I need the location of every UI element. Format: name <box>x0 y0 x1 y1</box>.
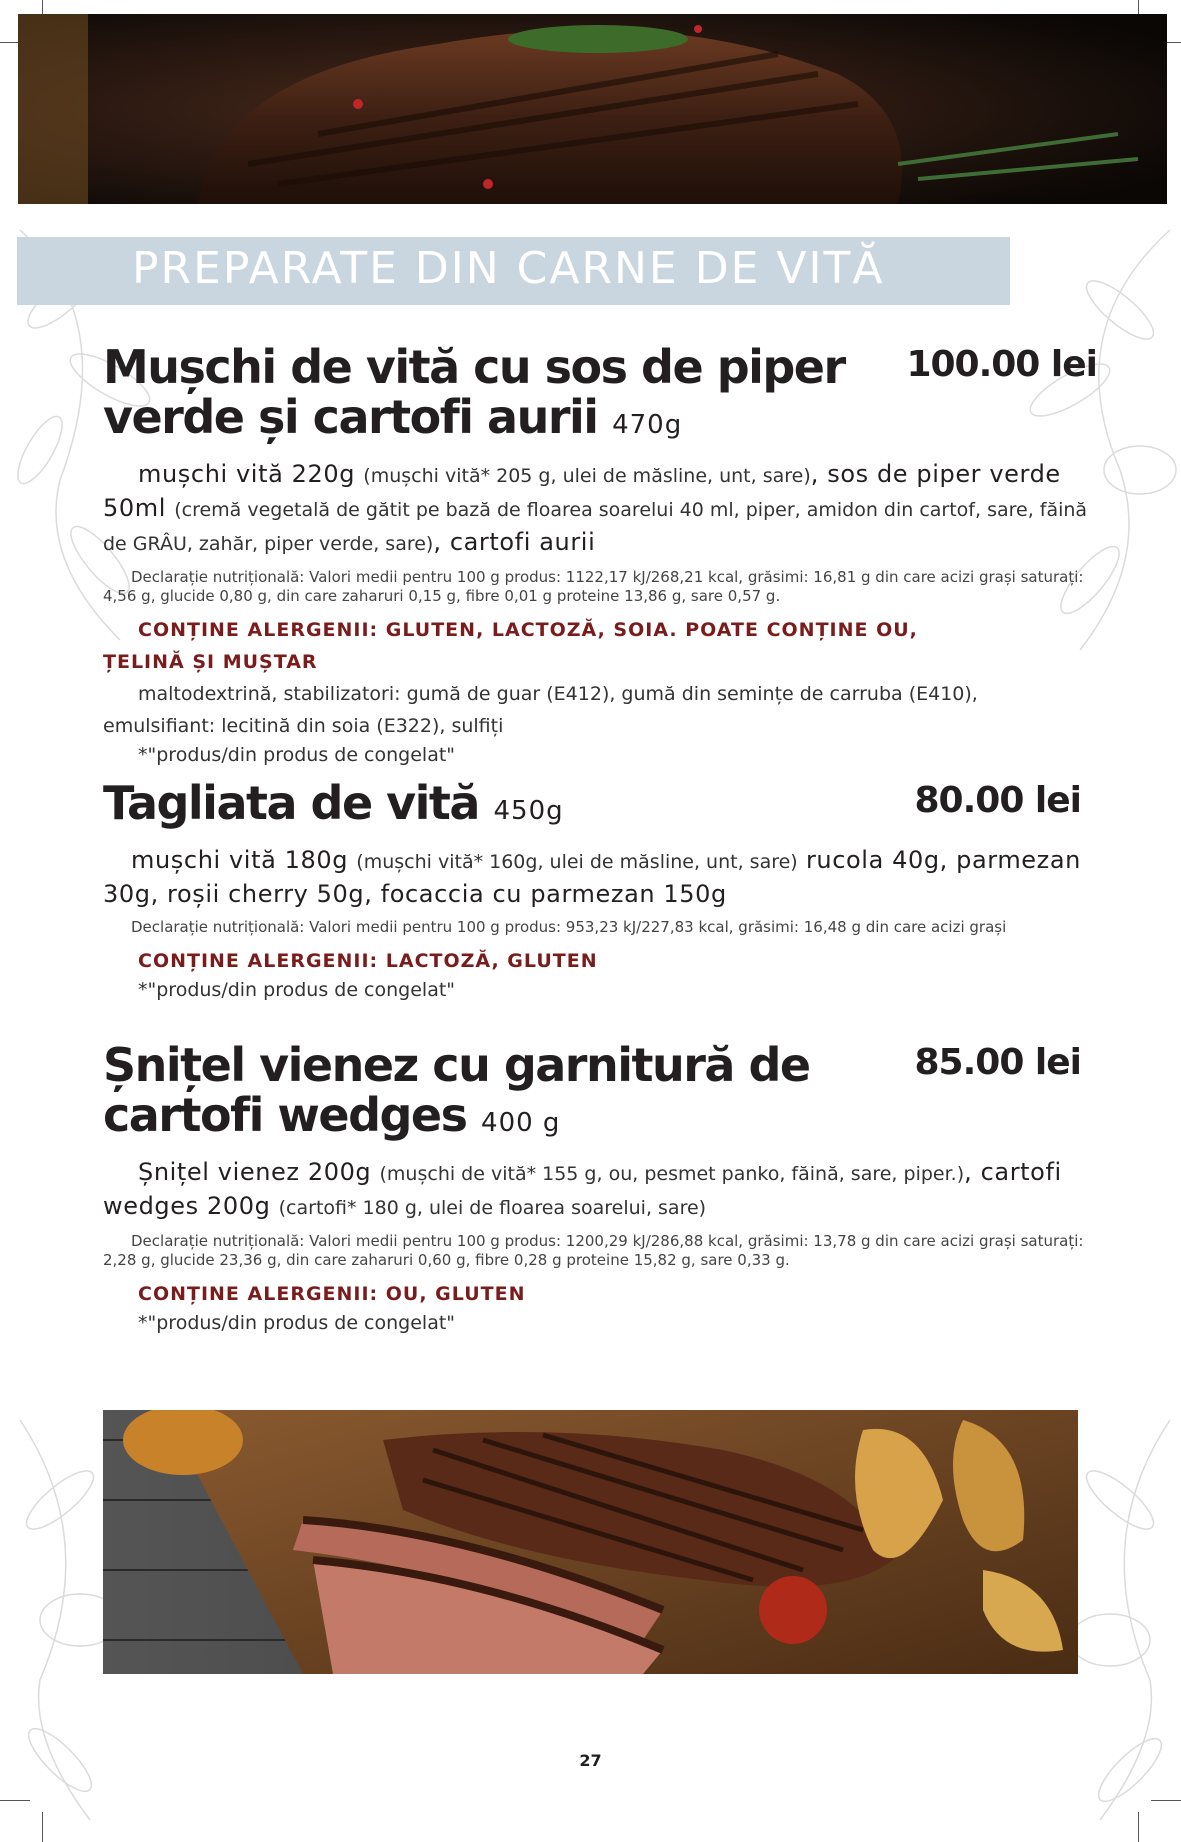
dish-name: Tagliata de vită 450g <box>103 776 564 830</box>
crop-mark <box>0 1800 30 1801</box>
dish-description: mușchi vită 220g (mușchi vită* 205 g, ulei de măsline, unt, sare), sos de piper verde 50ml (cremă vegetală de gătit pe bază de floarea soarelui 40 ml, piper, amidon din cartof, sare, făină de GRÂU, zahăr, piper verde, sare), cartofi aurii <box>103 460 1088 556</box>
nutrition-declaration: Declarație nutrițională: Valori medii pentru 100 g produs: 1200,29 kJ/286,88 kcal, grăsimi: 13,78 g din care acizi grași saturați: 2,28 g, glucide 23,36 g, din care zaharuri 0,60 g, fibre 0,28 g proteine 15,82 g, sare 0,33 g. <box>103 1232 1084 1269</box>
allergens-warning: CONȚINE ALERGENII: OU, GLUTEN <box>138 1283 526 1305</box>
additives-note: maltodextrină, stabilizatori: gumă de guar (E412), gumă din semințe de carruba (E410), emulsifiant: lecitină din soia (E322), sulfiți <box>103 683 978 737</box>
dish-name: Șnițel vienez cu garnitură de cartofi wedges 400 g <box>103 1038 810 1142</box>
dish-item <box>103 1040 1093 1336</box>
allergens-warning: CONȚINE ALERGENII: LACTOZĂ, GLUTEN <box>138 950 598 972</box>
crop-mark <box>1151 1800 1181 1801</box>
nutrition-declaration: Declarație nutrițională: Valori medii pentru 100 g produs: 1122,17 kJ/268,21 kcal, grăsimi: 16,81 g din care acizi grași saturați: 4,56 g, glucide 0,80 g, din care zaharuri 0,15 g, fibre 0,01 g proteine 13,86 g, sare 0,57 g. <box>103 568 1084 605</box>
dish-price: 80.00 lei <box>914 780 1081 821</box>
dish-description: Șnițel vienez 200g (mușchi de vită* 155 g, ou, pesmet panko, făină, sare, piper.), cartofi wedges 200g (cartofi* 180 g, ulei de floarea soarelui, sare) <box>103 1158 1062 1220</box>
allergens-warning: CONȚINE ALERGENII: GLUTEN, LACTOZĂ, SOIA. POATE CONȚINE OU, ȚELINĂ ȘI MUȘTAR <box>103 619 918 673</box>
frozen-note: *"produs/din produs de congelat" <box>138 979 456 1001</box>
page-number: 27 <box>579 1751 602 1770</box>
dish-price: 100.00 lei <box>906 344 1097 385</box>
dish-description: mușchi vită 180g (mușchi vită* 160g, ulei de măsline, unt, sare) rucola 40g, parmezan 30g, roșii cherry 50g, focaccia cu parmezan 150g <box>103 846 1081 908</box>
sliced-steak-photo <box>103 1410 1078 1674</box>
dish-weight: 400 g <box>481 1108 561 1138</box>
dish-item <box>103 340 1097 768</box>
crop-mark <box>1138 1812 1139 1842</box>
section-title: PREPARATE DIN CARNE DE VITĂ <box>132 243 885 294</box>
dish-weight: 470g <box>612 410 683 440</box>
dish-item <box>103 778 1093 1003</box>
steak-photo-top <box>18 14 1167 204</box>
frozen-note: *"produs/din produs de congelat" <box>138 744 456 766</box>
crop-mark <box>42 1812 43 1842</box>
frozen-note: *"produs/din produs de congelat" <box>138 1312 456 1334</box>
nutrition-declaration: Declarație nutrițională: Valori medii pentru 100 g produs: 953,23 kJ/227,83 kcal, grăsimi: 16,48 g din care acizi grași <box>131 918 1007 936</box>
section-banner <box>17 237 1010 305</box>
dish-name: Mușchi de vită cu sos de piper verde și cartofi aurii 470g <box>103 340 845 444</box>
dish-weight: 450g <box>493 796 564 826</box>
dish-price: 85.00 lei <box>914 1042 1081 1083</box>
